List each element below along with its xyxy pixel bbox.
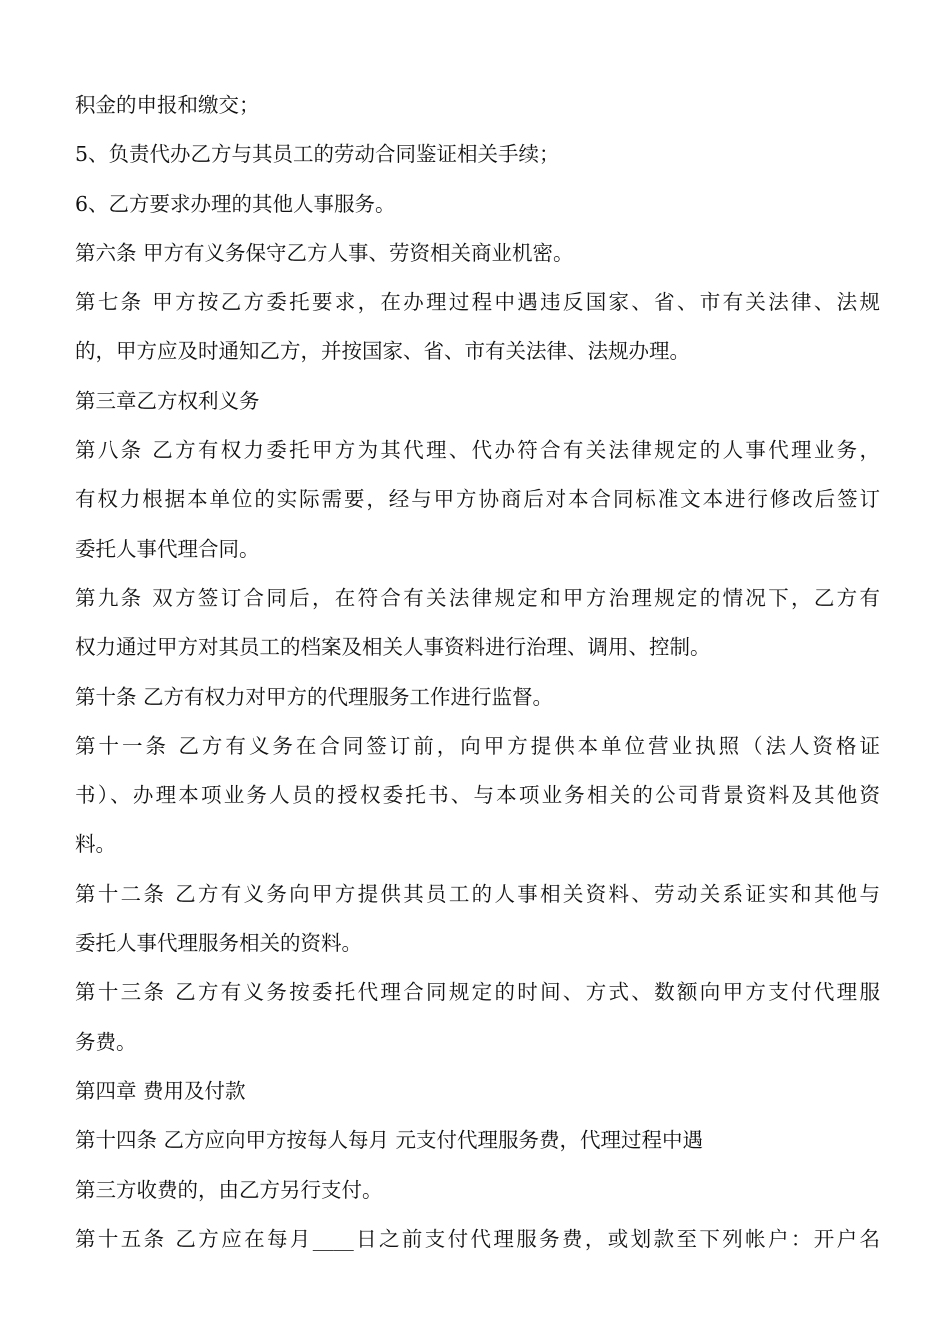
text-line: 务费。 [75,1029,137,1054]
text-line: 第八条 乙方有权力委托甲方为其代理、代办符合有关法律规定的人事代理业务， [75,438,880,463]
text-line: 权力通过甲方对其员工的档案及相关人事资料进行治理、调用、控制。 [75,635,711,660]
text-line: 第九条 双方签订合同后，在符合有关法律规定和甲方治理规定的情况下，乙方有 [75,585,880,610]
text-line: 第十五条 乙方应在每月____日之前支付代理服务费，或划款至下列帐户：开户名 [75,1226,880,1251]
text-line: 第十四条 乙方应向甲方按每人每月 元支付代理服务费，代理过程中遇 [75,1128,704,1153]
chapter-heading: 第三章乙方权利义务 [75,388,260,413]
text-line: 第七条 甲方按乙方委托要求，在办理过程中遇违反国家、省、市有关法律、法规 [75,290,880,315]
text-line: 料。 [75,832,116,857]
text-line: 第十条 乙方有权力对甲方的代理服务工作进行监督。 [75,684,554,709]
text-line: 第六条 甲方有义务保守乙方人事、劳资相关商业机密。 [75,240,574,265]
text-line: 第十二条 乙方有义务向甲方提供其员工的人事相关资料、劳动关系证实和其他与 [75,881,880,906]
text-line: 书）、办理本项业务人员的授权委托书、与本项业务相关的公司背景资料及其他资 [75,783,880,808]
text-line: 6、乙方要求办理的其他人事服务。 [75,191,396,216]
document-body [75,81,880,1264]
text-line: 第三方收费的，由乙方另行支付。 [75,1177,383,1202]
text-line: 5、负责代办乙方与其员工的劳动合同鉴证相关手续； [75,142,560,167]
chapter-heading: 第四章 费用及付款 [75,1078,246,1103]
text-line: 有权力根据本单位的实际需要，经与甲方协商后对本合同标准文本进行修改后签订 [75,487,880,512]
text-line: 的，甲方应及时通知乙方，并按国家、省、市有关法律、法规办理。 [75,339,690,364]
text-line: 积金的申报和缴交； [75,93,260,117]
text-line: 第十一条 乙方有义务在合同签订前，向甲方提供本单位营业执照（法人资格证 [75,733,880,758]
text-line: 委托人事代理服务相关的资料。 [75,931,362,956]
text-line: 委托人事代理合同。 [75,536,260,561]
text-line: 第十三条 乙方有义务按委托代理合同规定的时间、方式、数额向甲方支付代理服 [75,980,880,1005]
